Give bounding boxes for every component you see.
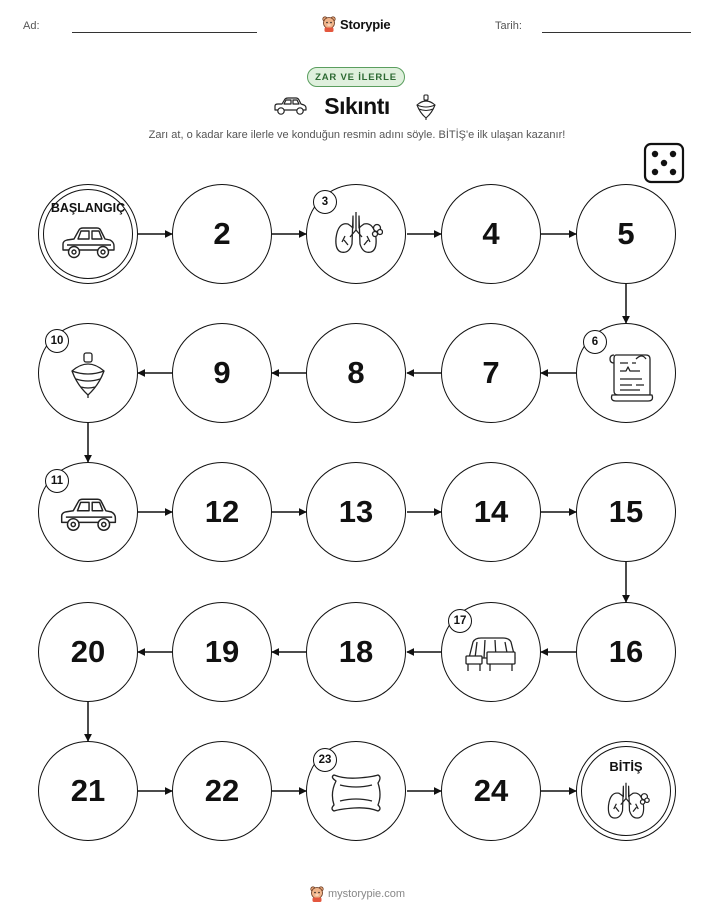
cell-number: 15 <box>608 494 644 529</box>
cell-number: 19 <box>204 634 240 669</box>
dice-icon[interactable] <box>643 142 685 184</box>
name-label: Ad: <box>23 20 40 32</box>
cell-14[interactable] <box>441 462 541 562</box>
page-title: Sıkıntı <box>324 93 390 119</box>
cell-5[interactable] <box>576 184 676 284</box>
cell-badge: 6 <box>583 330 607 354</box>
cell-number: 20 <box>70 634 106 669</box>
spinning-top-icon <box>414 93 438 121</box>
cell-number: 21 <box>70 773 106 808</box>
date-label: Tarih: <box>495 20 522 32</box>
pillow-icon <box>328 773 384 813</box>
cell-23[interactable] <box>306 741 406 841</box>
covered-furniture-icon <box>463 634 519 674</box>
cell-start[interactable] <box>38 184 138 284</box>
car-icon <box>59 224 117 262</box>
cell-12[interactable] <box>172 462 272 562</box>
brand-name: Storypie <box>340 16 391 32</box>
cell-number: 24 <box>473 773 509 808</box>
cell-number: 18 <box>338 634 374 669</box>
lungs-icon <box>329 210 383 258</box>
lungs-icon <box>602 781 650 823</box>
cell-number: 9 <box>213 355 231 390</box>
cell-9[interactable] <box>172 323 272 423</box>
cell-16[interactable] <box>576 602 676 702</box>
cell-21[interactable] <box>38 741 138 841</box>
cell-number: 14 <box>473 494 509 529</box>
instructions-text: Zarı at, o kadar kare ilerle ve konduğun resmin adını söyle. BİTİŞ'e ilk ulaşan kazanır! <box>148 129 566 141</box>
cell-number: 8 <box>347 355 365 390</box>
cell-number: 4 <box>482 216 500 251</box>
car-icon <box>57 495 119 535</box>
bear-mascot-icon <box>322 16 336 32</box>
cell-17[interactable] <box>441 602 541 702</box>
scroll-icon <box>606 349 656 403</box>
cell-number: 13 <box>338 494 374 529</box>
cell-badge: 17 <box>448 609 472 633</box>
cell-20[interactable] <box>38 602 138 702</box>
name-line[interactable] <box>72 32 257 33</box>
cell-number: 22 <box>204 773 240 808</box>
cell-3[interactable] <box>306 184 406 284</box>
cell-7[interactable] <box>441 323 541 423</box>
cell-2[interactable] <box>172 184 272 284</box>
cell-18[interactable] <box>306 602 406 702</box>
cell-15[interactable] <box>576 462 676 562</box>
cell-number: 16 <box>608 634 644 669</box>
start-label: BAŞLANGIÇ <box>50 201 126 215</box>
cell-24[interactable] <box>441 741 541 841</box>
cell-4[interactable] <box>441 184 541 284</box>
cell-number: 2 <box>213 216 231 251</box>
cell-number: 7 <box>482 355 500 390</box>
footer <box>310 886 405 902</box>
cell-finish[interactable] <box>576 741 676 841</box>
spinning-top-icon <box>68 351 108 399</box>
cell-8[interactable] <box>306 323 406 423</box>
cell-badge: 10 <box>45 329 69 353</box>
bear-mascot-icon <box>310 886 324 902</box>
finish-label: BİTİŞ <box>609 759 643 774</box>
cell-11[interactable] <box>38 462 138 562</box>
footer-url[interactable]: mystorypie.com <box>328 888 406 900</box>
cell-6[interactable] <box>576 323 676 423</box>
cell-13[interactable] <box>306 462 406 562</box>
brand-logo <box>322 13 390 35</box>
cell-10[interactable] <box>38 323 138 423</box>
date-line[interactable] <box>542 32 691 33</box>
cell-19[interactable] <box>172 602 272 702</box>
cell-number: 5 <box>617 216 635 251</box>
cell-22[interactable] <box>172 741 272 841</box>
game-type-badge: ZAR VE İLERLE <box>307 67 405 87</box>
cell-badge: 23 <box>313 748 337 772</box>
cell-badge: 11 <box>45 469 69 493</box>
cell-badge: 3 <box>313 190 337 214</box>
cell-number: 12 <box>204 494 240 529</box>
